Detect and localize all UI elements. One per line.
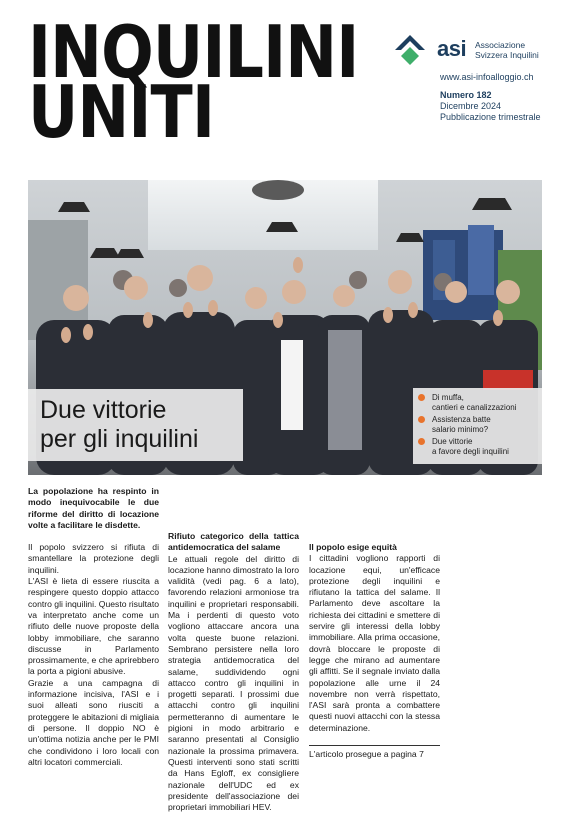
issue-info	[440, 90, 541, 123]
masthead-line-2: UNITI	[28, 70, 215, 154]
issue-number: Numero 182	[440, 90, 492, 100]
article-column-2	[168, 486, 299, 813]
masthead-title	[28, 10, 359, 154]
teaser-item[interactable]	[418, 393, 540, 412]
issue-date: Dicembre 2024	[440, 101, 502, 111]
teaser-line: Di muffa,	[432, 393, 464, 402]
bullet-dot-icon	[418, 394, 425, 401]
article-subheading: Il popolo esige equità	[309, 542, 397, 552]
article-column-1	[28, 486, 159, 768]
continued-link[interactable]: L'articolo prosegue a pagina 7	[309, 749, 424, 759]
article-paragraph: Il popolo svizzero si rifiuta di smantellare la protezione degli inquilini.	[28, 542, 159, 575]
teaser-line: Due vittorie	[432, 437, 473, 446]
bullet-dot-icon	[418, 416, 425, 423]
article-subheading: Rifiuto categorico della tattica antidemocratica del salame	[168, 531, 299, 553]
logo-line-2: Svizzera Inquilini	[475, 50, 539, 60]
masthead-line-1: INQUILINI	[28, 10, 359, 94]
article-paragraph: Le attuali regole del diritto di locazione hanno dimostrato la loro validità (vedi pag. 6 a lato), favorendo relazioni armoniose tra inquilini e proprietari responsabili. Ma i perdenti di questo voto vogliono attaccare ancora una volta queste buone relazioni. Sembrano persistere nella loro strategia antidemocratica del salame, suddividendo ogni attacco contro gli inquilini in progetti separati. I prossimi due attacchi contro gli inquilini permetteranno di aumentare le pigioni in modo arbitrario e saranno presentati al Consiglio nazionale la prossima primavera. Questi interventi sono stati scritti da Hans Egloff, ex consigliere nazionale dell'UDC ed ex presidente dell'associazione dei proprietari immobiliari HEV.	[168, 553, 299, 813]
article-paragraph: Grazie a una campagna di informazione incisiva, l'ASI e i suoi alleati sono riusciti a proteggere le abitazioni di migliaia di persone. Il doppio NO è un'ottima notizia anche per le PMI che condividono i loro locali con altri locatori commerciali.	[28, 677, 159, 767]
logo-line-1: Associazione	[475, 40, 526, 50]
teaser-line: a favore degli inquilini	[432, 446, 509, 456]
headline-line-1: Due vittorie	[40, 396, 167, 424]
logo-short-name: asi	[437, 36, 467, 61]
asi-logo-icon	[393, 33, 427, 67]
article-column-3	[309, 486, 440, 734]
teaser-item[interactable]	[418, 437, 540, 456]
article-paragraph: I cittadini vogliono rapporti di locazione equi, un'efficace protezione degli inquilini e rifiutano la tattica del salame. Il Parlamento deve ascoltare la richiesta dei cittadini e smettere di servire gli interessi della lobby immobiliare. Alla prima occasione, dovrà bloccare le proposte di legge che mirano ad aumentare gli affitti. Se il segnale inviato dalla popolazione alle urne il 24 novembre non verrà rispettato, l'ASI sarà pronta a combattere questi nuovi attacchi con la stessa determinazione.	[309, 553, 440, 733]
teaser-line: Assistenza batte	[432, 415, 491, 424]
headline-line-2: per gli inquilini	[40, 425, 199, 453]
asi-logo[interactable]	[393, 33, 543, 67]
issue-frequency: Pubblicazione trimestrale	[440, 112, 541, 122]
article-paragraph: L'ASI è lieta di essere riuscita a respingere questo doppio attacco contro gli inquilini. Questo risultato va interpretato anche come un rifiuto delle nuove proposte della lobby immobiliare, che saranno discusse in Parlamento prossimamente, e che aprirebbero la porta a pigioni abusive.	[28, 576, 159, 677]
continued-rule	[309, 745, 440, 746]
teaser-line: salario minimo?	[432, 424, 489, 434]
teaser-list	[418, 393, 540, 459]
site-url[interactable]: www.asi-infoalloggio.ch	[440, 72, 534, 82]
teaser-line: cantieri e canalizzazioni	[432, 402, 517, 412]
logo-full-name	[475, 40, 545, 60]
teaser-item[interactable]	[418, 415, 540, 434]
cover-headline	[40, 396, 240, 454]
article-lead: La popolazione ha respinto in modo inequivocabile le due riforme del diritto di locazione volte a facilitare le disdette.	[28, 486, 159, 530]
bullet-dot-icon	[418, 438, 425, 445]
